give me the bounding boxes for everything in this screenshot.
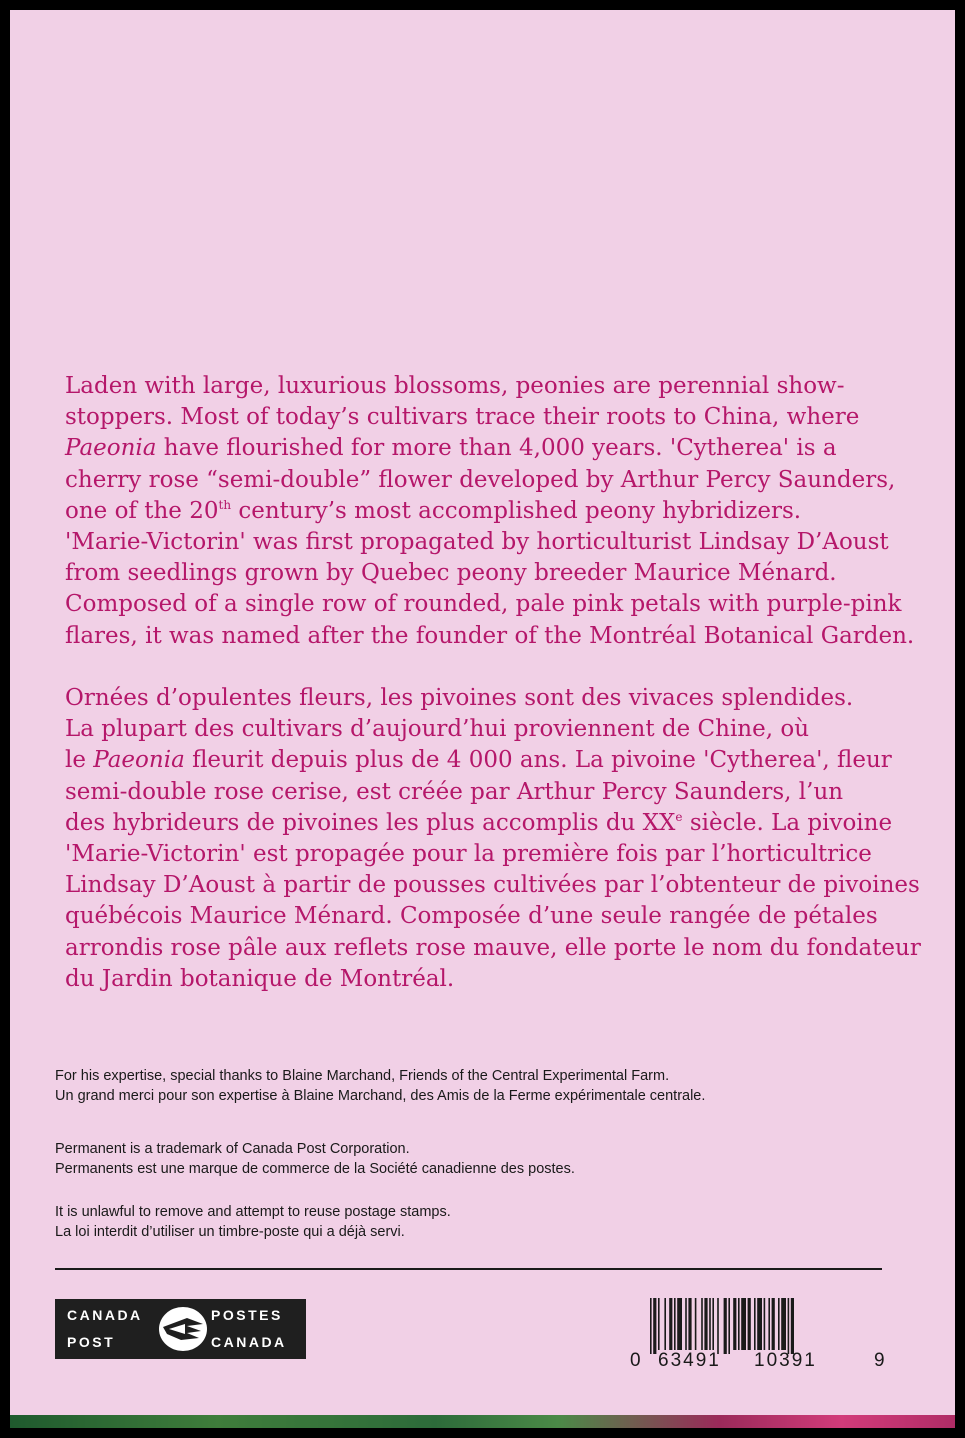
french-line: québécois Maurice Ménard. Composée d’une seule rangée de pétales <box>65 903 878 930</box>
logo-text-canada: CANADA <box>67 1307 143 1323</box>
genus-name: Paeonia <box>65 435 157 462</box>
english-line: stoppers. Most of today’s cultivars trace their roots to China, where <box>65 404 860 431</box>
english-description <box>65 371 935 652</box>
barcode-bar <box>768 1298 770 1350</box>
barcode-bar <box>728 1298 730 1354</box>
acknowledgement <box>55 1066 915 1106</box>
french-line: Ornées d’opulentes fleurs, les pivoines sont des vivaces splendides. <box>65 685 854 711</box>
barcode-bar <box>688 1298 691 1350</box>
upc-barcode <box>630 1298 887 1380</box>
barcode-bar <box>772 1298 775 1350</box>
barcode-group-right: 10391 <box>754 1350 817 1371</box>
logo-text-postes: POSTES <box>211 1307 283 1323</box>
barcode-bar <box>685 1298 687 1350</box>
legal-french: La loi interdit d’utiliser un timbre-poste qui a déjà servi. <box>55 1224 405 1240</box>
barcode-bar <box>748 1298 751 1350</box>
trademark-french: Permanents est une marque de commerce de la Société canadienne des postes. <box>55 1161 575 1177</box>
english-line: from seedlings grown by Quebec peony breeder Maurice Ménard. <box>65 560 837 587</box>
trademark-notice <box>55 1139 915 1179</box>
century-superscript: e <box>675 809 683 824</box>
logo-text-post: POST <box>67 1334 116 1350</box>
barcode-bar <box>658 1298 660 1350</box>
barcode-digit-right: 9 <box>874 1350 887 1371</box>
barcode-digits <box>630 1350 887 1374</box>
post-horn-eagle-icon <box>157 1304 209 1354</box>
barcode-bar <box>741 1298 746 1350</box>
ordinal-superscript: th <box>218 497 232 512</box>
french-description <box>65 683 935 995</box>
barcode-bar <box>738 1298 740 1350</box>
barcode-bar <box>791 1298 794 1354</box>
french-line: le Paeonia fleurit depuis plus de 4 000 ans. La pivoine 'Cytherea', fleur <box>65 747 892 774</box>
barcode-bar <box>709 1298 711 1350</box>
barcode-bar <box>733 1298 736 1350</box>
english-line: Composed of a single row of rounded, pale pink petals with purple-pink <box>65 591 902 618</box>
barcode-bar <box>695 1298 697 1350</box>
barcode-digit-left: 0 <box>630 1350 643 1371</box>
barcode-bar <box>764 1298 766 1350</box>
english-line: flares, it was named after the founder of the Montréal Botanical Garden. <box>65 622 915 649</box>
barcode-bar <box>704 1298 707 1350</box>
thanks-english: For his expertise, special thanks to Blaine Marchand, Friends of the Central Experimental Farm. <box>55 1068 670 1084</box>
barcode-bar <box>754 1298 756 1350</box>
english-line: Laden with large, luxurious blossoms, peonies are perennial show- <box>65 373 845 399</box>
legal-english: It is unlawful to remove and attempt to reuse postage stamps. <box>55 1204 451 1220</box>
canada-post-logo <box>55 1299 306 1359</box>
logo-text-canada-fr: CANADA <box>211 1334 287 1350</box>
barcode-bar <box>712 1298 714 1350</box>
barcode-bar <box>664 1298 666 1350</box>
english-line: Paeonia have flourished for more than 4,000 years. 'Cytherea' is a <box>65 435 837 462</box>
flower-photo-strip <box>10 1415 955 1428</box>
barcode-bar <box>669 1298 672 1350</box>
genus-name: Paeonia <box>93 747 185 774</box>
french-line: semi-double rose cerise, est créée par Arthur Percy Saunders, l’un <box>65 778 844 805</box>
french-line: 'Marie-Victorin' est propagée pour la première fois par l’horticultrice <box>65 841 872 868</box>
english-line: 'Marie-Victorin' was first propagated by horticulturist Lindsay D’Aoust <box>65 529 889 556</box>
french-line: arrondis rose pâle aux reflets rose mauve, elle porte le nom du fondateur <box>65 934 921 961</box>
barcode-bar <box>781 1298 786 1350</box>
barcode-group-left: 63491 <box>658 1350 721 1371</box>
legal-notice <box>55 1202 915 1242</box>
barcode-bar <box>701 1298 703 1350</box>
french-line: La plupart des cultivars d’aujourd’hui proviennent de Chine, où <box>65 716 810 743</box>
barcode-bar <box>674 1298 676 1350</box>
divider <box>55 1268 882 1270</box>
trademark-english: Permanent is a trademark of Canada Post Corporation. <box>55 1141 410 1157</box>
barcode-bar <box>717 1298 719 1354</box>
barcode-bar <box>650 1298 652 1354</box>
barcode-bar <box>778 1298 780 1350</box>
english-line: cherry rose “semi-double” flower developed by Arthur Percy Saunders, <box>65 466 896 493</box>
barcode-bar <box>677 1298 682 1350</box>
barcode-bar <box>724 1298 727 1354</box>
barcode-bar <box>653 1298 656 1354</box>
barcode-bar <box>788 1298 790 1354</box>
thanks-french: Un grand merci pour son expertise à Blaine Marchand, des Amis de la Ferme expérimentale centrale. <box>55 1088 706 1104</box>
barcode-bars-icon <box>630 1298 882 1354</box>
french-line: des hybrideurs de pivoines les plus accomplis du XXe siècle. La pivoine <box>65 809 893 836</box>
barcode-bar <box>757 1298 762 1350</box>
french-line: Lindsay D’Aoust à partir de pousses cultivées par l’obtenteur de pivoines <box>65 872 920 899</box>
french-line: du Jardin botanique de Montréal. <box>65 965 455 992</box>
english-line: one of the 20th century’s most accomplished peony hybridizers. <box>65 497 802 524</box>
